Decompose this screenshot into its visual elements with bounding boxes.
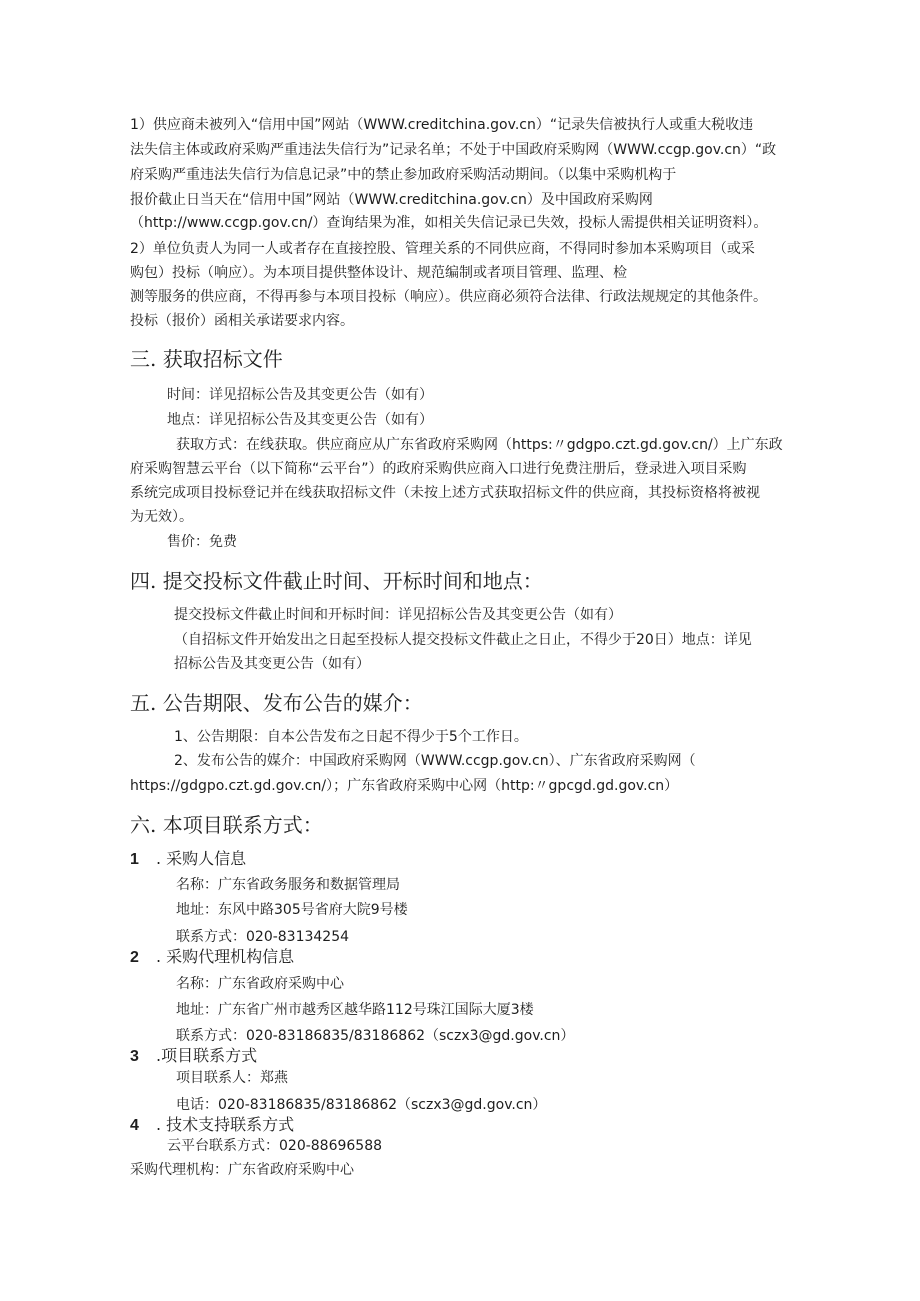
section4-heading: 四. 提交投标文件截止时间、开标时间和地点： (130, 569, 543, 593)
section3-place: 地点：详见招标公告及其变更公告（如有） (167, 412, 433, 428)
para1-line-5: （http://www.ccgp.gov.cn/）查询结果为准，如相关失信记录已失效，投标人需提供相关证明资料）。 (130, 215, 768, 231)
para1-line-3: 府采购严重违法失信行为信息记录”中的禁止参加政府采购活动期间。（以集中采购机构于 (130, 167, 677, 183)
para1-line-6: 2）单位负责人为同一人或者存在直接控股、管理关系的不同供应商，不得同时参加本采购项目（或采 (130, 241, 755, 257)
project-contact-person: 项目联系人：郑燕 (176, 1070, 288, 1086)
project-contact-phone: 电话：020-83186835/83186862（sczx3@gd.gov.cn） (176, 1097, 547, 1113)
section3-method-line-3: 系统完成项目投标登记并在线获取招标文件（未按上述方式获取招标文件的供应商，其投标资格将被视 (130, 485, 760, 501)
agency-address: 地址：广东省广州市越秀区越华路112号珠江国际大厦3楼 (176, 1002, 534, 1018)
para1-line-1: 1）供应商未被列入“信用中国”网站（WWW.creditchina.gov.cn）“记录失信被执行人或重大税收违 (130, 117, 754, 133)
tech-support-title: . 技术支持联系方式 (156, 1115, 295, 1134)
project-contact-heading (130, 1045, 257, 1068)
section3-price: 售价：免费 (167, 534, 237, 550)
agency-footer: 采购代理机构：广东省政府采购中心 (130, 1162, 354, 1178)
agency-number: 2 (130, 949, 139, 966)
agency-heading (130, 946, 294, 969)
para1-line-7: 购包）投标（响应）。为本项目提供整体设计、规范编制或者项目管理、监理、检 (130, 265, 627, 281)
agency-contact: 联系方式：020-83186835/83186862（sczx3@gd.gov.cn） (176, 1028, 575, 1044)
section4-line-1: 提交投标文件截止时间和开标时间：详见招标公告及其变更公告（如有） (174, 607, 622, 623)
section6-heading: 六. 本项目联系方式： (130, 813, 323, 837)
section4-line-3: 招标公告及其变更公告（如有） (174, 656, 370, 672)
section3-method-line-1: 获取方式：在线获取。供应商应从广东省政府采购网（https:〃gdgpo.czt.gd.gov.cn/）上广东政 (176, 437, 783, 453)
para1-line-4: 报价截止日当天在“信用中国”网站（WWW.creditchina.gov.cn）及中国政府采购网 (130, 192, 653, 208)
tech-support-number: 4 (130, 1117, 139, 1134)
section5-line-1: 1、公告期限：自本公告发布之日起不得少于5个工作日。 (174, 729, 528, 745)
section5-heading: 五. 公告期限、发布公告的媒介： (130, 691, 423, 715)
section5-line-2: 2、发布公告的媒介：中国政府采购网（WWW.ccgp.gov.cn）、广东省政府采购网（ (174, 753, 696, 769)
section3-time: 时间：详见招标公告及其变更公告（如有） (167, 387, 433, 403)
tech-support-cloud: 云平台联系方式：020-88696588 (167, 1138, 383, 1154)
agency-name: 名称：广东省政府采购中心 (176, 976, 344, 992)
section3-method-line-4: 为无效）。 (130, 509, 193, 525)
purchaser-title: . 采购人信息 (156, 849, 247, 868)
purchaser-number: 1 (130, 851, 139, 868)
project-contact-title: .项目联系方式 (156, 1046, 258, 1065)
para1-line-2: 法失信主体或政府采购严重违法失信行为”记录名单；不处于中国政府采购网（WWW.ccgp.gov.cn）“政 (130, 142, 777, 158)
purchaser-name: 名称：广东省政务服务和数据管理局 (176, 877, 400, 893)
purchaser-address: 地址：东风中路305号省府大院9号楼 (176, 902, 408, 918)
para1-line-9: 投标（报价）函相关承诺要求内容。 (130, 313, 354, 329)
purchaser-contact: 联系方式：020-83134254 (176, 929, 350, 945)
section4-line-2: （自招标文件开始发出之日起至投标人提交投标文件截止之日止，不得少于20日）地点：详见 (174, 632, 752, 648)
tech-support-heading (130, 1114, 294, 1137)
para1-line-8: 测等服务的供应商，不得再参与本项目投标（响应）。供应商必须符合法律、行政法规规定的其他条件。 (130, 289, 767, 305)
section3-heading: 三. 获取招标文件 (130, 347, 283, 371)
purchaser-heading (130, 848, 246, 871)
section3-method-line-2: 府采购智慧云平台（以下简称“云平台”）的政府采购供应商入口进行免费注册后，登录进入项目采购 (130, 461, 747, 477)
agency-title: . 采购代理机构信息 (156, 947, 295, 966)
project-contact-number: 3 (130, 1048, 139, 1065)
section5-line-3: https://gdgpo.czt.gd.gov.cn/）；广东省政府采购中心网（http:〃gpcgd.gd.gov.cn） (130, 778, 679, 794)
